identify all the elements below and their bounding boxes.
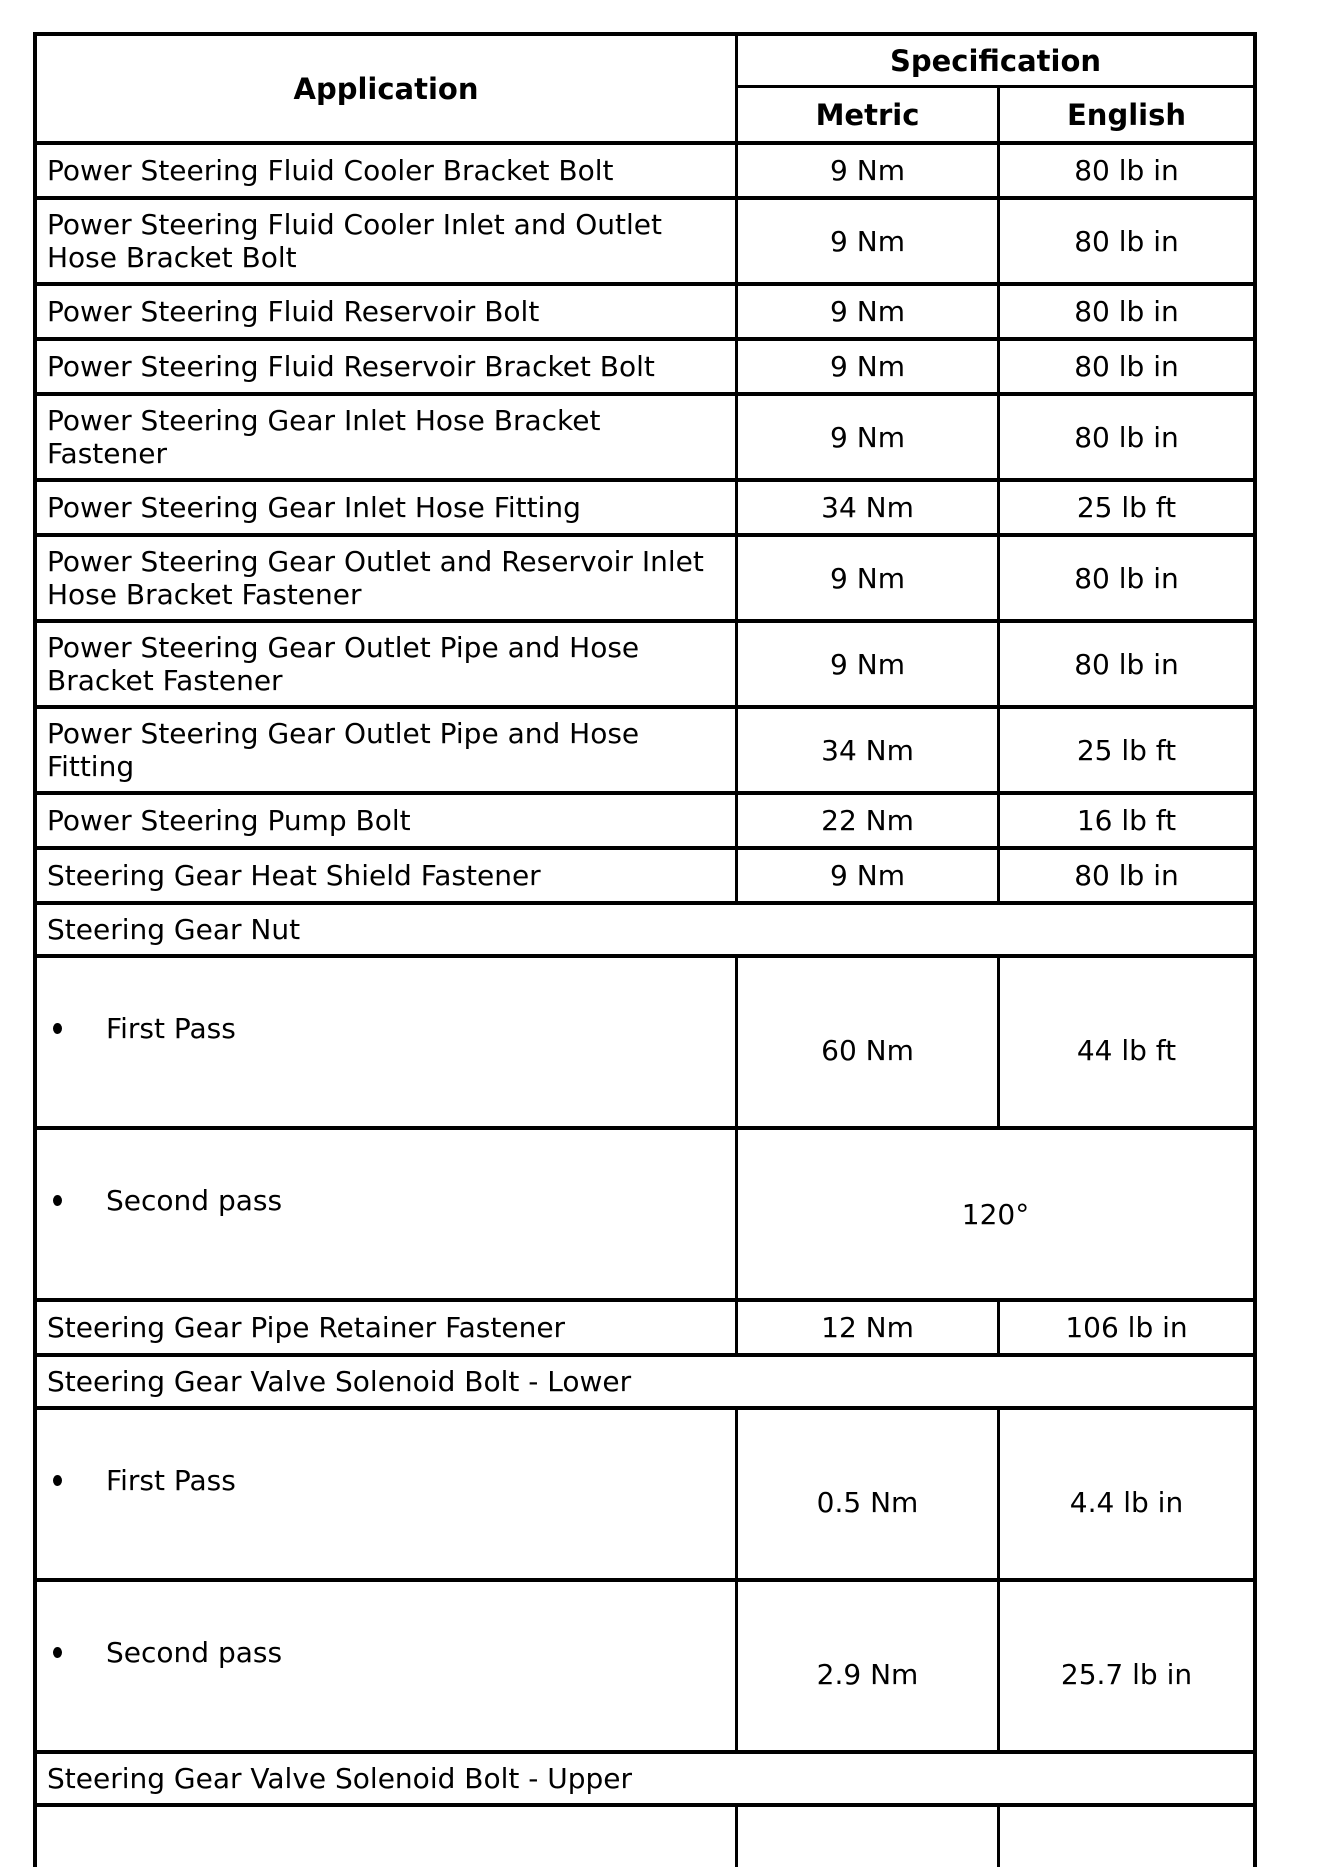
application-cell [37, 623, 738, 705]
metric-value: 34 Nm [821, 491, 914, 524]
english-value: 25 lb ft [1076, 491, 1177, 524]
english-cell [1000, 1582, 1253, 1750]
application-cell [37, 1410, 738, 1578]
section-text: Steering Gear Valve Solenoid Bolt - Lower [47, 1365, 632, 1398]
english-value: 106 lb in [1065, 1311, 1188, 1344]
metric-value: 12 Nm [821, 1311, 914, 1344]
merged-value-cell [738, 1130, 1253, 1298]
metric-value: 9 Nm [830, 561, 905, 595]
english-value: 80 lb in [1074, 647, 1179, 681]
section-text: Steering Gear Nut [47, 913, 301, 946]
application-cell [37, 482, 738, 533]
metric-cell [738, 1807, 1000, 1867]
bullet-text: Second pass [106, 1183, 283, 1217]
table-row [37, 145, 1253, 200]
metric-cell [738, 709, 1000, 791]
bullet-icon [53, 1195, 62, 1206]
application-cell [37, 1302, 738, 1353]
metric-value: 9 Nm [830, 154, 905, 187]
application-cell [37, 537, 738, 619]
english-cell [1000, 537, 1253, 619]
bullet-text: First Pass [106, 1463, 236, 1497]
specification-header: Specification [738, 36, 1253, 88]
english-cell [1000, 623, 1253, 705]
application-cell [37, 709, 738, 791]
table-row [37, 623, 1253, 709]
application-text: Power Steering Fluid Cooler Bracket Bolt [47, 154, 614, 187]
metric-value: 9 Nm [830, 224, 905, 258]
table-row [37, 537, 1253, 623]
metric-header: Metric [738, 88, 1000, 145]
metric-cell [738, 482, 1000, 533]
english-cell [1000, 286, 1253, 337]
table-row [37, 709, 1253, 795]
application-cell [37, 145, 738, 196]
bullet-item [53, 1636, 282, 1669]
english-value: 80 lb in [1074, 561, 1179, 595]
metric-cell [738, 286, 1000, 337]
metric-cell [738, 958, 1000, 1126]
application-text: Power Steering Gear Inlet Hose Bracket Fastener [47, 404, 601, 470]
metric-cell [738, 1410, 1000, 1578]
application-text: Power Steering Pump Bolt [47, 804, 411, 837]
application-header: Application [37, 36, 738, 145]
english-cell [1000, 396, 1253, 478]
application-cell [37, 1130, 738, 1298]
section-text: Steering Gear Valve Solenoid Bolt - Upper [47, 1762, 633, 1795]
application-text: Power Steering Gear Outlet and Reservoir Inlet Hose Bracket Fastener [47, 545, 704, 611]
bullet-row [37, 1410, 1253, 1582]
metric-value: 34 Nm [821, 733, 914, 767]
english-value: 80 lb in [1074, 350, 1179, 383]
application-text: Power Steering Fluid Reservoir Bolt [47, 295, 540, 328]
application-text: Power Steering Fluid Cooler Inlet and Outlet Hose Bracket Bolt [47, 208, 663, 274]
english-value: 44 lb ft [1076, 1033, 1177, 1067]
application-cell [37, 286, 738, 337]
bullet-item [53, 1184, 282, 1217]
bullet-icon [53, 1023, 62, 1034]
application-cell [37, 1582, 738, 1750]
english-value: 25.7 lb in [1060, 1657, 1193, 1691]
application-cell [37, 958, 738, 1126]
table-row [37, 200, 1253, 286]
metric-value: 22 Nm [821, 804, 914, 837]
metric-value: 9 Nm [830, 295, 905, 328]
metric-value: 9 Nm [830, 859, 905, 892]
section-cell [37, 1357, 1253, 1406]
table-row [37, 341, 1253, 396]
metric-cell [738, 537, 1000, 619]
metric-cell [738, 795, 1000, 846]
english-header: English [1000, 88, 1253, 145]
metric-value: 2.9 Nm [816, 1657, 919, 1691]
application-cell [37, 341, 738, 392]
application-text: Steering Gear Pipe Retainer Fastener [47, 1311, 566, 1344]
application-text: Power Steering Fluid Reservoir Bracket Bolt [47, 350, 655, 383]
metric-value: 60 Nm [821, 1033, 914, 1067]
metric-cell [738, 623, 1000, 705]
application-cell [37, 850, 738, 901]
metric-cell [738, 200, 1000, 282]
metric-cell [738, 1582, 1000, 1750]
bullet-row-merged [37, 1130, 1253, 1302]
torque-spec-table [33, 32, 1257, 1867]
application-cell [37, 795, 738, 846]
english-cell [1000, 341, 1253, 392]
cutoff-row [37, 1807, 1253, 1867]
bullet-item [53, 1464, 236, 1497]
english-value: 80 lb in [1074, 859, 1179, 892]
metric-value: 9 Nm [830, 350, 905, 383]
english-value: 4.4 lb in [1069, 1485, 1184, 1519]
table-row [37, 396, 1253, 482]
english-cell [1000, 482, 1253, 533]
application-text: Steering Gear Heat Shield Fastener [47, 859, 541, 892]
bullet-text: First Pass [106, 1011, 236, 1045]
bullet-icon [53, 1647, 62, 1658]
section-row [37, 905, 1253, 958]
english-cell [1000, 795, 1253, 846]
english-cell [1000, 1302, 1253, 1353]
section-cell [37, 905, 1253, 954]
metric-cell [738, 145, 1000, 196]
table-header [37, 36, 1253, 145]
english-cell [1000, 709, 1253, 791]
english-value: 80 lb in [1074, 224, 1179, 258]
table-row [37, 286, 1253, 341]
bullet-row [37, 958, 1253, 1130]
metric-cell [738, 850, 1000, 901]
bullet-row [37, 1582, 1253, 1754]
bullet-icon [53, 1475, 62, 1486]
section-row [37, 1754, 1253, 1807]
merged-value: 120° [961, 1197, 1030, 1231]
table-row [37, 850, 1253, 905]
metric-cell [738, 396, 1000, 478]
application-cell [37, 396, 738, 478]
application-cell [37, 200, 738, 282]
metric-value: 0.5 Nm [816, 1485, 919, 1519]
table-row [37, 1302, 1253, 1357]
english-value: 25 lb ft [1076, 733, 1177, 767]
english-cell [1000, 850, 1253, 901]
metric-value: 9 Nm [830, 647, 905, 681]
english-cell [1000, 1410, 1253, 1578]
application-text: Power Steering Gear Outlet Pipe and Hose Fitting [47, 717, 640, 783]
bullet-item [53, 1012, 236, 1045]
section-row [37, 1357, 1253, 1410]
english-cell [1000, 1807, 1253, 1867]
table-body [37, 145, 1253, 1867]
application-text: Power Steering Gear Inlet Hose Fitting [47, 491, 581, 524]
table-row [37, 482, 1253, 537]
english-cell [1000, 145, 1253, 196]
english-value: 80 lb in [1074, 295, 1179, 328]
metric-cell [738, 341, 1000, 392]
english-value: 16 lb ft [1076, 804, 1177, 837]
metric-value: 9 Nm [830, 420, 905, 454]
english-cell [1000, 200, 1253, 282]
section-cell [37, 1754, 1253, 1803]
english-cell [1000, 958, 1253, 1126]
english-value: 80 lb in [1074, 420, 1179, 454]
application-cell [37, 1807, 738, 1867]
table-row [37, 795, 1253, 850]
metric-cell [738, 1302, 1000, 1353]
bullet-text: Second pass [106, 1635, 283, 1669]
english-value: 80 lb in [1074, 154, 1179, 187]
application-text: Power Steering Gear Outlet Pipe and Hose Bracket Fastener [47, 631, 640, 697]
